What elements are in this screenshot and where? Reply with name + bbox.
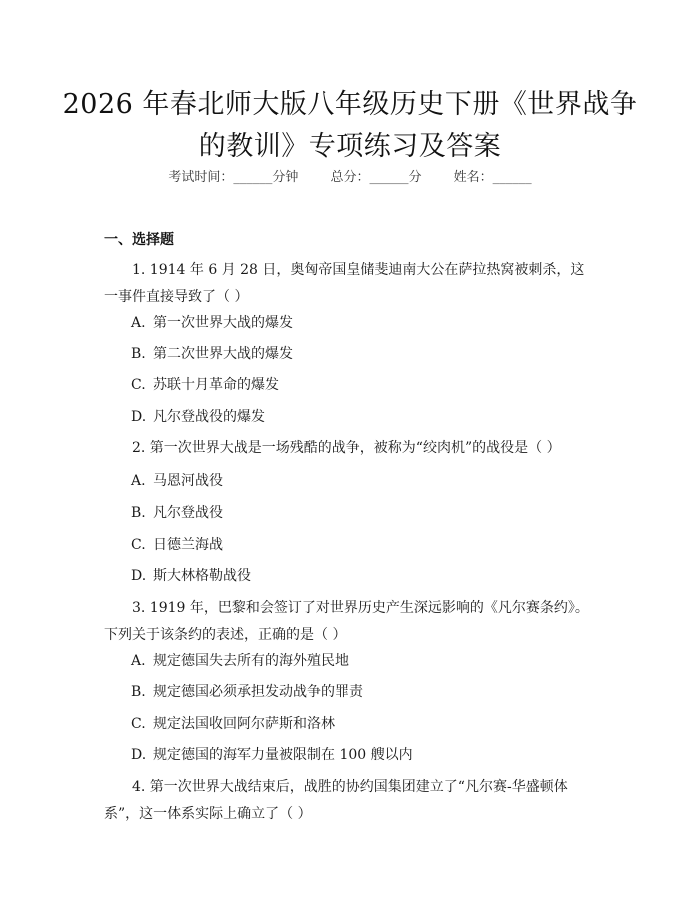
question-3-option-d — [131, 745, 413, 765]
exam-score: 总分：______分 — [330, 170, 422, 185]
document-title: 2026 年春北师大版八年级历史下册《世界战争的教训》专项练习及答案 — [62, 89, 638, 162]
question-3-option-b — [131, 682, 363, 702]
question-3-option-c — [131, 714, 335, 734]
option-letter: A. — [131, 653, 146, 669]
option-text: 斯大林格勒战役 — [153, 568, 251, 584]
option-letter: D. — [131, 747, 147, 763]
option-letter: D. — [131, 409, 147, 425]
option-letter: B. — [131, 346, 146, 362]
option-letter: A. — [131, 315, 146, 331]
question-2-option-b — [131, 503, 223, 523]
question-3: 3. 1919 年，巴黎和会签订了对世界历史产生深远影响的《凡尔赛条约》。下列关于该条约的表述，正确的是（ ） — [104, 600, 589, 643]
question-2-option-d — [131, 566, 251, 586]
option-letter: B. — [131, 684, 146, 700]
question-1-option-a — [131, 313, 293, 333]
option-letter: A. — [131, 473, 146, 489]
option-text: 凡尔登战役 — [153, 505, 223, 521]
question-1-option-c — [131, 375, 279, 395]
option-letter: B. — [131, 505, 146, 521]
student-name: 姓名：______ — [453, 170, 532, 185]
exam-meta — [0, 168, 700, 188]
option-text: 规定德国必须承担发动战争的罪责 — [153, 684, 363, 700]
option-text: 规定德国的海军力量被限制在 100 艘以内 — [153, 747, 413, 763]
question-2-option-c — [131, 535, 223, 555]
option-text: 规定德国失去所有的海外殖民地 — [153, 653, 349, 669]
question-1: 1. 1914 年 6 月 28 日，奥匈帝国皇储斐迪南大公在萨拉热窝被刺杀，这一事件直接导致了（ ） — [104, 262, 585, 305]
question-3-option-a — [131, 651, 349, 671]
option-text: 第二次世界大战的爆发 — [153, 346, 293, 362]
option-text: 马恩河战役 — [153, 473, 223, 489]
question-1-option-d — [131, 407, 265, 427]
option-text: 第一次世界大战的爆发 — [153, 315, 293, 331]
option-letter: C. — [131, 716, 146, 732]
question-2: 2. 第一次世界大战是一场残酷的战争，被称为“绞肉机”的战役是（ ） — [132, 440, 561, 456]
section-title: 一、选择题 — [104, 232, 174, 248]
option-letter: C. — [131, 377, 146, 393]
option-text: 凡尔登战役的爆发 — [153, 409, 265, 425]
option-text: 苏联十月革命的爆发 — [153, 377, 279, 393]
option-letter: D. — [131, 568, 147, 584]
question-2-option-a — [131, 471, 223, 491]
question-4: 4. 第一次世界大战结束后，战胜的协约国集团建立了“凡尔赛-华盛顿体系”，这一体系实际上确立了（ ） — [104, 779, 568, 822]
option-text: 日德兰海战 — [153, 537, 223, 553]
option-letter: C. — [131, 537, 146, 553]
option-text: 规定法国收回阿尔萨斯和洛林 — [153, 716, 335, 732]
exam-time: 考试时间：______分钟 — [168, 170, 299, 185]
question-1-option-b — [131, 344, 293, 364]
